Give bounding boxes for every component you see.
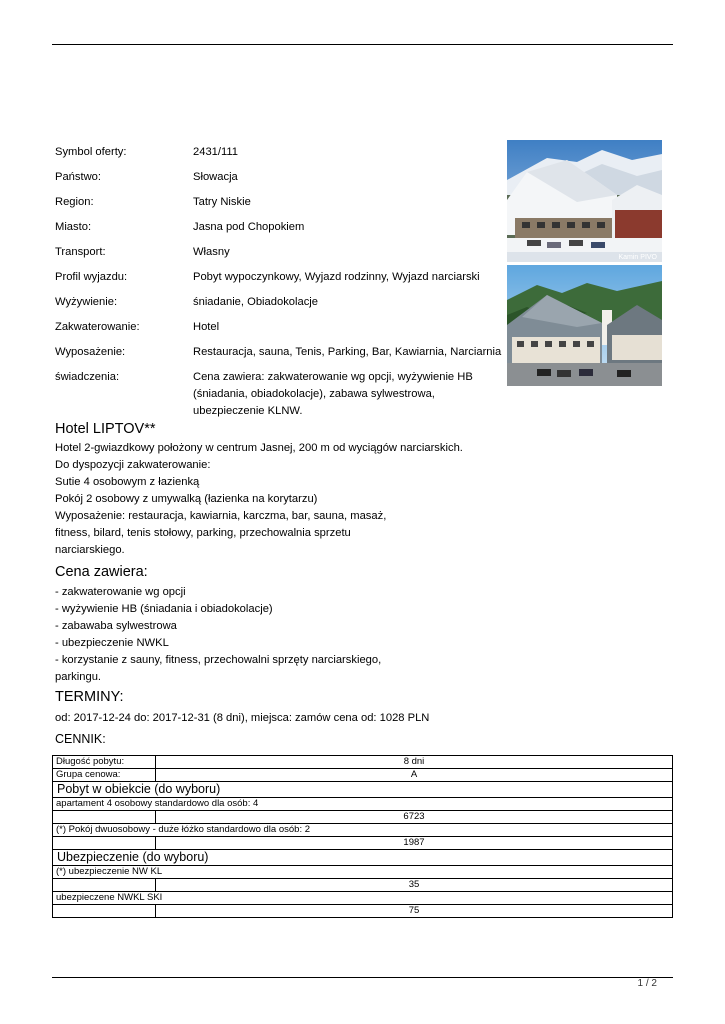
footer-rule xyxy=(52,977,673,978)
insurance-option-label: ubezpieczene NWKL SKI xyxy=(53,892,673,905)
hotel-line: Wyposażenie: restauracja, kawiarnia, karczma, bar, sauna, masaż, xyxy=(55,510,387,522)
info-row xyxy=(55,144,505,161)
duration-value: 8 dni xyxy=(156,756,673,769)
price-includes-line: parkingu. xyxy=(55,671,102,683)
table-row xyxy=(53,866,673,879)
info-value: Pobyt wypoczynkowy, Wyjazd rodzinny, Wyjazd narciarski xyxy=(193,271,480,283)
table-row xyxy=(53,837,673,850)
table-row xyxy=(53,798,673,811)
price-includes-line: - wyżywienie HB (śniadania i obiadokolacje) xyxy=(55,603,273,615)
hotel-photo-winter xyxy=(507,140,662,262)
price-includes-line: - ubezpieczenie NWKL xyxy=(55,637,169,649)
info-label: Państwo: xyxy=(55,171,102,183)
info-value: Restauracja, sauna, Tenis, Parking, Bar, Kawiarnia, Narciarnia xyxy=(193,346,502,358)
info-label: Profil wyjazdu: xyxy=(55,271,128,283)
terms-line: od: 2017-12-24 do: 2017-12-31 (8 dni), miejsca: zamów cena od: 1028 PLN xyxy=(55,712,430,724)
price-group-label: Grupa cenowa: xyxy=(53,769,156,782)
table-section-row xyxy=(53,850,673,866)
info-row xyxy=(55,194,505,211)
hotel-line: Do dyspozycji zakwaterowanie: xyxy=(55,459,211,471)
info-label: Symbol oferty: xyxy=(55,146,127,158)
info-label: Miasto: xyxy=(55,221,92,233)
info-row xyxy=(55,294,505,311)
accommodation-option-price: 1987 xyxy=(156,837,673,850)
info-row xyxy=(55,269,505,286)
hotel-title: Hotel LIPTOV** xyxy=(55,421,156,437)
offer-description xyxy=(55,420,675,752)
price-includes-line: - zakwaterowanie wg opcji xyxy=(55,586,186,598)
photo-caption: Kamin PIVO xyxy=(618,254,657,261)
info-label: Transport: xyxy=(55,246,106,258)
info-value xyxy=(193,369,505,420)
table-row xyxy=(53,769,673,782)
info-value: Hotel xyxy=(193,321,220,333)
hotel-line: Hotel 2-gwiazdkowy położony w centrum Jasnej, 200 m od wyciągów narciarskich. xyxy=(55,442,463,454)
price-includes-line: - korzystanie z sauny, fitness, przechowalni sprzęty narciarskiego, xyxy=(55,654,382,666)
info-value: 2431/111 xyxy=(193,146,238,158)
price-group-value: A xyxy=(156,769,673,782)
table-row xyxy=(53,905,673,918)
pricelist-title: CENNIK: xyxy=(55,732,106,746)
info-row xyxy=(55,369,505,420)
table-row xyxy=(53,756,673,769)
info-row xyxy=(55,244,505,261)
info-row xyxy=(55,344,505,361)
info-label: Wyżywienie: xyxy=(55,296,118,308)
hotel-line: Sutie 4 osobowym z łazienką xyxy=(55,476,200,488)
info-label: Zakwaterowanie: xyxy=(55,321,140,333)
info-label: Region: xyxy=(55,196,94,208)
info-row xyxy=(55,169,505,186)
accommodation-option-price: 6723 xyxy=(156,811,673,824)
table-row xyxy=(53,892,673,905)
insurance-option-price: 75 xyxy=(156,905,673,918)
insurance-section-title: Ubezpieczenie (do wyboru) xyxy=(53,850,673,866)
price-table xyxy=(52,755,673,918)
insurance-option-label: (*) ubezpieczenie NW KL xyxy=(53,866,673,879)
accommodation-option-label: (*) Pokój dwuosobowy - duże łóżko standardowo dla osób: 2 xyxy=(53,824,673,837)
accommodation-section-title: Pobyt w obiekcie (do wyboru) xyxy=(53,782,673,798)
info-value: śniadanie, Obiadokolacje xyxy=(193,296,319,308)
offer-info xyxy=(55,144,505,428)
header-rule xyxy=(52,44,673,45)
info-value: Słowacja xyxy=(193,171,238,183)
insurance-option-price: 35 xyxy=(156,879,673,892)
price-includes-title: Cena zawiera: xyxy=(55,564,148,580)
benefits-line: (śniadania, obiadokolacje), zabawa sylwestrowa, xyxy=(193,388,435,400)
info-row xyxy=(55,219,505,236)
table-row xyxy=(53,879,673,892)
table-section-row xyxy=(53,782,673,798)
table-row xyxy=(53,811,673,824)
benefits-line: ubezpieczenie KLNW. xyxy=(193,405,303,417)
info-label: świadczenia: xyxy=(55,371,120,383)
info-value: Jasna pod Chopokiem xyxy=(193,221,305,233)
duration-label: Długość pobytu: xyxy=(53,756,156,769)
hotel-photo-summer xyxy=(507,265,662,386)
price-includes-line: - zabawaba sylwestrowa xyxy=(55,620,177,632)
info-value: Własny xyxy=(193,246,230,258)
page-number: 1 / 2 xyxy=(637,978,657,989)
terms-title: TERMINY: xyxy=(55,689,124,705)
info-label: Wyposażenie: xyxy=(55,346,126,358)
hotel-line: Pokój 2 osobowy z umywalką (łazienka na korytarzu) xyxy=(55,493,318,505)
table-row xyxy=(53,824,673,837)
hotel-line: narciarskiego. xyxy=(55,544,125,556)
benefits-line: Cena zawiera: zakwaterowanie wg opcji, wyżywienie HB xyxy=(193,371,473,383)
info-row xyxy=(55,319,505,336)
accommodation-option-label: apartament 4 osobowy standardowo dla osób: 4 xyxy=(53,798,673,811)
info-value: Tatry Niskie xyxy=(193,196,251,208)
hotel-line: fitness, bilard, tenis stołowy, parking, przechowalnia sprzetu xyxy=(55,527,351,539)
